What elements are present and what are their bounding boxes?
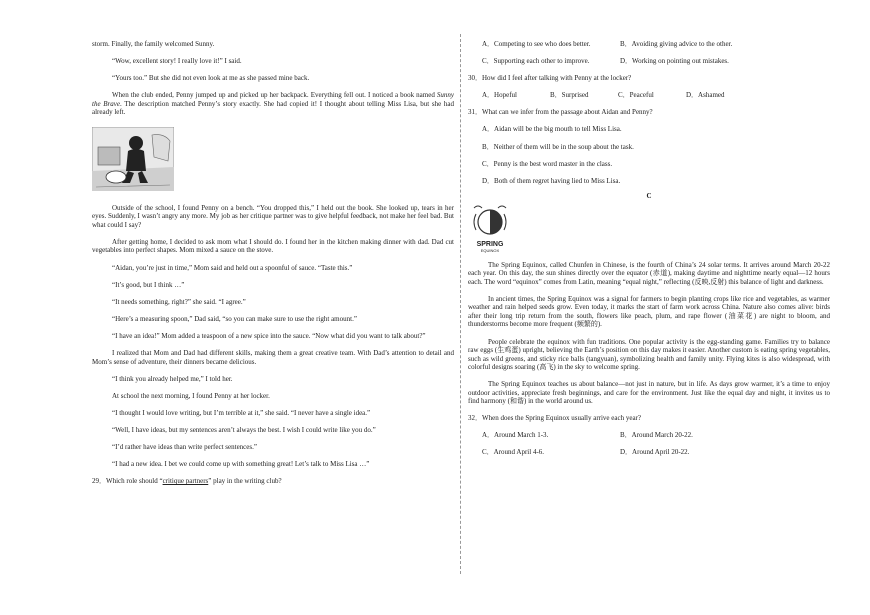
paragraph: I realized that Mom and Dad had different skills, making them a great creative team. With Dad’s attention to detail and Mom’s sense of adventure, their dinners became delicious. xyxy=(92,349,454,366)
paragraph: “I’d rather have ideas than write perfect sentences.” xyxy=(112,443,257,451)
paragraph: In ancient times, the Spring Equinox was a signal for farmers to begin planting crops like rice and vegetables, as warmer weather and rain helped seeds grow. Even today, it marks the start of farm work across China. Nature also comes alive: birds after their long trip return from the south, flowers like peach, plum, and rape flower (油菜花) are night to bloom, and thunderstorms become more frequent (频繁的). xyxy=(468,294,830,329)
option-a[interactable]: A．Hopeful xyxy=(482,91,517,100)
paragraph: “I have an idea!” Mom added a teaspoon of a new spice into the sauce. “Now what did you want to talk about?” xyxy=(112,331,426,340)
paragraph: “I think you already helped me,” I told her. xyxy=(112,374,233,383)
q30-options xyxy=(468,91,830,100)
paragraph: When the club ended, Penny jumped up and picked up her backpack. Everything fell out. I noticed a book named Sunny the Brave. The description matched Penny’s story exactly. She had copied it! I thought about telling Miss Lisa, but she had already left. xyxy=(92,91,454,117)
paragraph: The Spring Equinox, called Chunfen in Chinese, is the fourth of China’s 24 solar terms. It arrives around March 20-22 each year. On this day, the sun shines directly over the equator (赤道), making daytime and nighttime nearly equal—12 hours each. The word “equinox” comes from Latin, meaning “equal night,” reflecting (反映,反射) this balance of light and darkness. xyxy=(468,260,830,286)
option-d[interactable]: D．Working on pointing out mistakes. xyxy=(620,57,729,66)
option-d[interactable]: D．Around April 20-22. xyxy=(620,448,690,457)
q32-options-row-2 xyxy=(468,448,830,457)
option-b[interactable]: B．Surprised xyxy=(550,91,589,100)
option-c[interactable]: C．Peaceful xyxy=(618,91,654,100)
illustration-image xyxy=(92,127,174,191)
paragraph: “It needs something, right?” she said. “I agree.” xyxy=(112,297,246,306)
book-title: Sunny the Brave xyxy=(92,91,454,108)
q29-options-row-1 xyxy=(468,40,830,49)
paragraph: “I thought I would love writing, but I’m terrible at it,” she said. “I never have a single idea.” xyxy=(112,408,371,417)
option-b[interactable]: B．Avoiding giving advice to the other. xyxy=(620,40,733,48)
question-31: 31．What can we infer from the passage about Aidan and Penny? xyxy=(468,108,653,117)
spring-equinox-logo xyxy=(468,202,512,254)
paragraph: “Wow, excellent story! I really love it!” I said. xyxy=(112,57,242,66)
option-d[interactable]: D．Both of them regret having lied to Miss Lisa. xyxy=(482,176,621,185)
paragraph: The Spring Equinox teaches us about balance—not just in nature, but in life. As days grow warmer, it’s a time to enjoy outdoor activities, appreciate fresh beginnings, and care for the environment. Just like the equal day and night, it invites us to find harmony (和谐) in the world around us. xyxy=(468,380,830,406)
option-b[interactable]: B．Neither of them will be in the soup about the task. xyxy=(482,142,634,151)
q32-options-row-1 xyxy=(468,431,830,440)
q29-options-row-2 xyxy=(468,57,830,66)
paragraph: People celebrate the equinox with fun traditions. One popular activity is the egg-standing game. Families try to balance raw eggs (生鸡蛋) upright, believing the Earth’s position on this day makes it easier. Another custom is eating spring vegetables, such as wild greens, and sticky rice balls (tangyuan), symbolizing health and family unity. Flying kites is also widespread, with colorful designs soaring (高飞) in the sky to welcome spring. xyxy=(468,337,830,372)
logo-subtitle: EQUINOX xyxy=(480,248,500,254)
paragraph: storm. Finally, the family welcomed Sunny. xyxy=(92,40,215,48)
question-29: 29．Which role should “critique partners” play in the writing club? xyxy=(92,477,282,486)
question-32: 32．When does the Spring Equinox usually arrive each year? xyxy=(468,414,642,423)
right-column xyxy=(468,40,830,466)
paragraph: At school the next morning, I found Penny at her locker. xyxy=(112,391,270,400)
paragraph: “Aidan, you’re just in time,” Mom said and held out a spoonful of sauce. “Taste this.” xyxy=(112,263,353,272)
paragraph: “It’s good, but I think …” xyxy=(112,280,185,289)
paragraph: “Yours too.” But she did not even look at me as she passed mine back. xyxy=(112,74,310,83)
paragraph: “Here’s a measuring spoon,” Dad said, “so you can make sure to use the right amount.” xyxy=(112,314,357,323)
paragraph: “Well, I have ideas, but my sentences aren’t always the best. I wish I could write like you do.” xyxy=(112,425,376,434)
option-a[interactable]: A．Competing to see who does better. xyxy=(482,40,591,48)
logo-title: SPRING xyxy=(476,241,504,249)
paragraph: Outside of the school, I found Penny on a bench. “You dropped this,” I held out the book. She looked up, tears in her eyes. Suddenly, I wasn’t angry any more. My job as her critique partner was to give helpful feedback, not make her feel bad. But what could I say? xyxy=(92,203,454,229)
column-divider xyxy=(460,34,461,574)
option-c[interactable]: C．Around April 4-6. xyxy=(482,448,545,457)
option-a[interactable]: A．Aidan will be the big mouth to tell Miss Lisa. xyxy=(482,125,622,134)
left-column xyxy=(92,40,454,494)
paragraph: After getting home, I decided to ask mom what I should do. I found her in the kitchen making dinner with dad. Dad cut vegetables into perfect shapes. Mom mixed a sauce on the stove. xyxy=(92,237,454,255)
option-b[interactable]: B．Around March 20-22. xyxy=(620,431,693,440)
paragraph: “I had a new idea. I bet we could come up with something great! Let’s talk to Miss Lisa …” xyxy=(112,460,370,469)
option-c[interactable]: C．Supporting each other to improve. xyxy=(482,57,590,66)
option-c[interactable]: C．Penny is the best word master in the class. xyxy=(482,159,613,168)
question-30: 30．How did I feel after talking with Penny at the locker? xyxy=(468,74,632,83)
option-a[interactable]: A．Around March 1-3. xyxy=(482,431,549,440)
option-d[interactable]: D．Ashamed xyxy=(686,91,725,100)
section-heading: C xyxy=(646,191,652,200)
underlined-term: critique partners xyxy=(162,477,209,486)
